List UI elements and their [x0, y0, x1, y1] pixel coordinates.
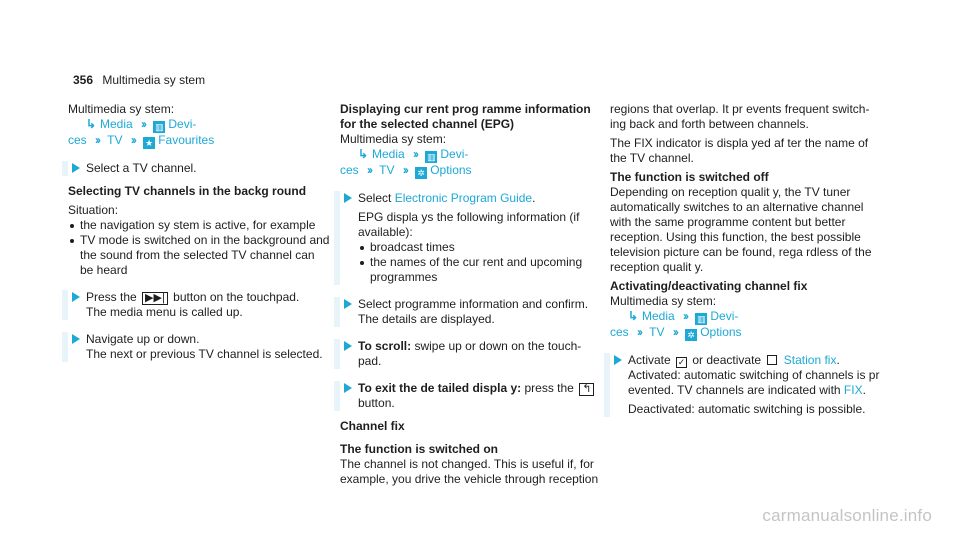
nav-devices-cont[interactable]: ces [340, 163, 359, 177]
heading-activate-fix: Activating/deactivating channel fix [610, 279, 808, 293]
nav-devices[interactable]: Devi- [440, 147, 469, 161]
nav-path-cont [340, 163, 600, 179]
enter-arrow-icon: ↳ [358, 147, 369, 161]
step-arrow-icon [72, 292, 80, 302]
column-left [68, 102, 330, 362]
list-item: broadcast times [358, 240, 600, 255]
step-text [628, 353, 882, 368]
page-number: 356 [73, 73, 94, 87]
step-exit [334, 381, 600, 411]
list-item: the navigation sy stem is active, for example [68, 218, 330, 233]
devices-icon: ▥ [427, 152, 436, 162]
nav-media[interactable]: Media [100, 117, 133, 131]
step-text: Navigate up or down. [86, 332, 200, 346]
heading-epg: Displaying cur rent prog ramme information for the selected channel (EPG) [340, 102, 591, 131]
intro-text: Multimedia sy stem: [610, 294, 717, 308]
step-result: The media menu is called up. [86, 305, 243, 319]
nav-tv[interactable]: TV [379, 163, 395, 177]
column-right [610, 102, 882, 417]
step-press-button [62, 290, 330, 320]
step-text-part: Select [358, 191, 392, 205]
checkbox-empty-icon [767, 355, 777, 365]
step-text-part: or deactivate [692, 353, 762, 367]
heading-switched-on: The function is switched on [340, 442, 499, 456]
heading-background: Selecting TV channels in the backg round [68, 184, 307, 198]
fix-indicator: FIX [843, 383, 863, 397]
column-middle [340, 102, 600, 487]
step-result: The next or previous TV channel is selected. [86, 347, 323, 361]
enter-arrow-icon: ↳ [86, 117, 97, 131]
gear-icon: ✲ [415, 167, 427, 179]
chevron-right-icon: ›› [367, 163, 372, 177]
step-arrow-icon [614, 355, 622, 365]
step-arrow-icon [72, 163, 80, 173]
step-text: Select programme information and confirm. The details are displayed. [358, 297, 589, 326]
step-programme-info [334, 297, 600, 327]
nav-path [610, 309, 882, 325]
nav-media[interactable]: Media [372, 147, 405, 161]
paragraph: regions that overlap. It pr events frequent switch‐ ing back and forth between channels. [610, 102, 870, 131]
nav-path-cont [610, 325, 882, 341]
step-text [358, 339, 600, 369]
intro-text: Multimedia sy stem: [68, 102, 175, 116]
step-text [358, 381, 600, 396]
chevron-right-icon: ›› [683, 309, 688, 323]
step-label: To scroll: [358, 339, 412, 353]
heading-channel-fix: Channel fix [340, 419, 405, 433]
period: . [532, 191, 536, 205]
step-arrow-icon [344, 299, 352, 309]
epg-menu-item[interactable]: Electronic Program Guide [394, 191, 533, 205]
step-text-part: Activated: automatic switching of channels is pr evented. TV channels are indicated with [628, 368, 880, 397]
step-navigate [62, 332, 330, 362]
step-text [358, 191, 600, 206]
devices-icon: ▥ [697, 314, 706, 324]
nav-path-cont [68, 133, 330, 149]
chevron-right-icon: ›› [141, 117, 146, 131]
checkbox-checked-icon: ✓ [677, 357, 686, 367]
heading-switched-off: The function is switched off [610, 170, 769, 184]
nav-tv[interactable]: TV [649, 325, 665, 339]
nav-path [340, 147, 600, 163]
page-header [73, 73, 205, 88]
step-text-part: button. [358, 396, 395, 410]
step-arrow-icon [344, 193, 352, 203]
nav-media[interactable]: Media [642, 309, 675, 323]
nav-options[interactable]: Options [700, 325, 742, 339]
step-select-channel [62, 161, 330, 176]
devices-icon: ▥ [155, 122, 164, 132]
step-select-epg [334, 191, 600, 285]
step-text-part: Press the [86, 290, 137, 304]
period: . [836, 353, 840, 367]
nav-devices-cont[interactable]: ces [610, 325, 629, 339]
nav-devices[interactable]: Devi- [168, 117, 197, 131]
paragraph: The channel is not changed. This is useful if, for example, you drive the vehicle through reception [340, 457, 599, 486]
list-item: TV mode is switched on in the background and the sound from the selected TV channel can be heard [68, 233, 330, 278]
step-result: EPG displa ys the following information (if available): [358, 210, 580, 239]
nav-devices[interactable]: Devi- [710, 309, 739, 323]
nav-options[interactable]: Options [430, 163, 472, 177]
nav-tv[interactable]: TV [107, 133, 123, 147]
step-arrow-icon [344, 383, 352, 393]
step-result [628, 368, 882, 398]
star-icon: ★ [145, 138, 154, 148]
skip-forward-icon: ▶▶| [142, 292, 168, 305]
epg-info-list [358, 240, 600, 285]
situation-label: Situation: [68, 203, 119, 217]
chevron-right-icon: ›› [402, 163, 407, 177]
enter-arrow-icon: ↳ [628, 309, 639, 323]
section-title: Multimedia sy stem [102, 73, 206, 87]
back-icon: ↰ [579, 383, 594, 396]
step-scroll [334, 339, 600, 369]
situation-list [68, 218, 330, 278]
station-fix-menu-item[interactable]: Station fix [783, 353, 837, 367]
step-text-part: Activate [628, 353, 671, 367]
nav-favourites[interactable]: Favourites [158, 133, 215, 147]
list-item: the names of the cur rent and upcoming programmes [358, 255, 600, 285]
watermark: carmanualsonline.info [762, 506, 932, 525]
gear-icon: ✲ [685, 329, 697, 341]
step-text-part: swipe up or down on the touch‐ pad. [358, 339, 582, 368]
paragraph: Depending on reception qualit y, the TV tuner automatically switches to an alternative channel with the same programme content but better reception. Using this function, the best possible television picture can be found, rega rdless of the reception qualit y. [610, 185, 872, 274]
intro-text: Multimedia sy stem: [340, 132, 447, 146]
nav-devices-cont[interactable]: ces [68, 133, 87, 147]
step-arrow-icon [72, 334, 80, 344]
step-result: Deactivated: automatic switching is possible. [628, 402, 866, 416]
chevron-right-icon: ›› [672, 325, 677, 339]
step-text-part: press the [524, 381, 574, 395]
step-label: To exit the de tailed displa y: [358, 381, 522, 395]
chevron-right-icon: ›› [637, 325, 642, 339]
step-text-part: button on the touchpad. [173, 290, 300, 304]
chevron-right-icon: ›› [130, 133, 135, 147]
paragraph: The FIX indicator is displa yed af ter the name of the TV channel. [610, 136, 869, 165]
step-arrow-icon [344, 341, 352, 351]
step-activate-fix [604, 353, 882, 417]
chevron-right-icon: ›› [95, 133, 100, 147]
nav-path [68, 117, 330, 133]
period: . [862, 383, 866, 397]
step-text: Select a TV channel. [86, 161, 197, 175]
step-text [86, 290, 330, 305]
chevron-right-icon: ›› [413, 147, 418, 161]
